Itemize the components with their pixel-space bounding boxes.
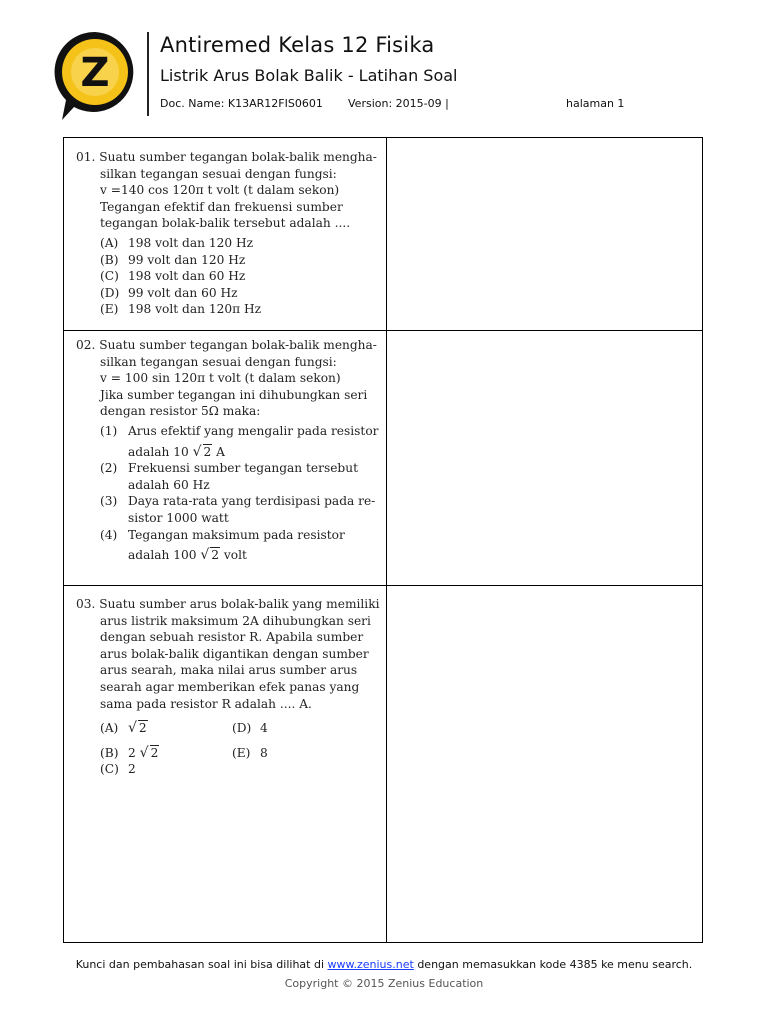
question-grid [63,137,703,943]
statement-2: (2) Frekuensi sumber tegangan tersebut adalah 60 Hz [100,461,358,492]
statement-1: (1) Arus efektif yang mengalir pada resistor adalah 10 √ 2 A [100,423,379,460]
question-text: Suatu sumber arus bolak-balik yang memiliki [99,597,380,611]
page-title: Antiremed Kelas 12 Fisika [160,33,435,57]
statement-4: (4) Tegangan maksimum pada resistor adalah 100 √ 2 volt [100,527,345,564]
option-d: (D) 99 volt dan 60 Hz [100,285,238,300]
option-c: (C) 2 [100,762,136,777]
question-text: dengan resistor 5Ω maka: [100,404,261,419]
question-text: Suatu sumber tegangan bolak-balik mengha- [99,150,377,164]
question-text: arus searah, maka nilai arus sumber arus [100,663,358,678]
question-text: Tegangan efektif dan frekuensi sumber [100,199,343,214]
question-text: searah agar memberikan efek panas yang [100,679,360,694]
question-text: arus bolak-balik digantikan dengan sumber [100,646,369,661]
question-02 [76,337,379,564]
question-text: silkan tegangan sesuai dengan fungsi: [100,166,337,181]
question-03 [76,596,380,778]
copyright: Copyright © 2015 Zenius Education [284,977,484,990]
page-subtitle: Listrik Arus Bolak Balik - Latihan Soal [160,66,458,85]
question-number: 02. [76,338,96,352]
footer-note: Kunci dan pembahasan soal ini bisa dilihat di www.zenius.net dengan memasukkan kode 4385 ke menu search. [75,958,693,971]
question-text: silkan tegangan sesuai dengan fungsi: [100,354,337,369]
question-text: Jika sumber tegangan ini dihubungkan seri [100,387,368,402]
row-divider [64,330,702,331]
question-text: dengan sebuah resistor R. Apabila sumber [100,630,364,645]
question-text: arus listrik maksimum 2A dihubungkan seri [100,613,371,628]
option-e: (E) 8 [232,745,268,760]
statement-3: (3) Daya rata-rata yang terdisipasi pada re- sistor 1000 watt [100,494,376,525]
option-a: (A) √ 2 [100,720,147,737]
question-01 [76,149,376,318]
option-c: (C) 198 volt dan 60 Hz [100,269,246,284]
option-e: (E) 198 volt dan 120π Hz [100,302,262,317]
column-divider [386,138,387,942]
question-formula: v = 100 sin 120π t volt (t dalam sekon) [100,371,341,386]
logo-letter: Z [80,50,110,96]
zenius-link[interactable]: www.zenius.net [327,958,414,971]
zenius-logo [52,30,138,122]
question-number: 01. [76,150,96,164]
option-a: (A) 198 volt dan 120 Hz [100,235,254,250]
question-text: tegangan bolak-balik tersebut adalah .... [100,216,351,231]
option-b: (B) 2 √ 2 [100,744,159,761]
question-formula: v =140 cos 120π t volt (t dalam sekon) [100,183,340,198]
option-b: (B) 99 volt dan 120 Hz [100,252,246,267]
question-text: sama pada resistor R adalah .... A. [100,696,312,711]
doc-name: Doc. Name: K13AR12FIS0601 [160,97,323,110]
header-divider [147,32,149,116]
option-d: (D) 4 [232,721,268,736]
question-number: 03. [76,597,96,611]
row-divider [64,585,702,586]
doc-version: Version: 2015-09 | [348,97,449,110]
question-text: Suatu sumber tegangan bolak-balik mengha- [99,338,377,352]
page-number: halaman 1 [566,97,625,110]
